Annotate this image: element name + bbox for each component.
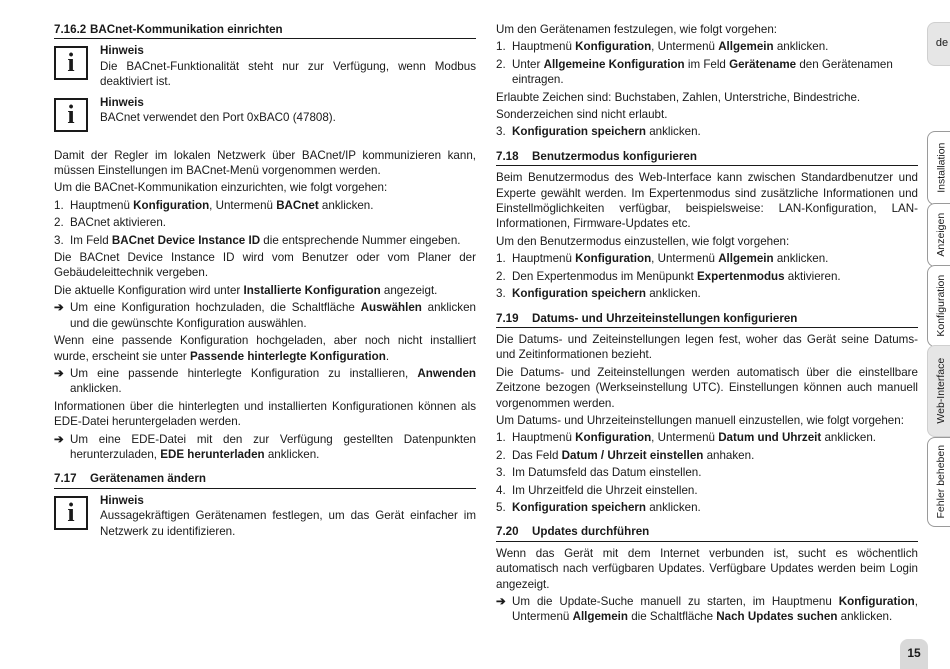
section-title: Benutzermodus konfigurieren xyxy=(532,149,697,163)
paragraph: Informationen über die hinterlegten und installierten Konfigurationen können als EDE-Datei heruntergeladen werden. xyxy=(54,399,476,429)
paragraph: Die Datums- und Zeiteinstellungen werden automatisch über die einstellbare Zeitzone bezogen (Werkseinstellung UTC). Einstellungen können auch manuell vorgenommen werden. xyxy=(496,365,918,410)
section-number: 7.17 xyxy=(54,472,77,486)
section-number: 7.16.2 xyxy=(54,23,87,36)
paragraph: Um Datums- und Uhrzeiteinstellungen manuell einzustellen, wie folgt vorgehen: xyxy=(496,413,904,427)
list-item: 3. Konfiguration speichern anklicken. xyxy=(496,287,701,301)
arrow-right-icon: ➔ xyxy=(54,301,64,315)
note-text: BACnet verwendet den Port 0xBAC0 (47808). xyxy=(100,111,336,125)
paragraph: Um den Gerätenamen festzulegen, wie folgt vorgehen: xyxy=(496,23,777,36)
list-item: 2. Den Expertenmodus im Menüpunkt Expertenmodus aktivieren. xyxy=(496,269,841,283)
list-item: 1. Hauptmenü Konfiguration, Untermenü Allgemein anklicken. xyxy=(496,40,829,54)
tab-konfiguration[interactable]: Konfiguration xyxy=(927,265,950,347)
section-number: 7.18 xyxy=(496,149,519,163)
note-text: Aussagekräftigen Gerätenamen festlegen, um das Gerät einfacher im Netzwerk zu identifizieren. xyxy=(100,509,476,538)
list-item: 3. Im Feld BACnet Device Instance ID die entsprechende Nummer eingeben. xyxy=(54,233,461,247)
paragraph: Um die BACnet-Kommunikation einzurichten, wie folgt vorgehen: xyxy=(54,181,388,195)
arrow-right-icon: ➔ xyxy=(496,595,506,608)
section-heading-7-16-2 xyxy=(54,22,476,39)
tab-language[interactable]: de xyxy=(927,22,950,66)
left-column xyxy=(54,22,476,544)
instruction-item: ➔ Um eine passende hinterlegte Konfiguration zu installieren, Anwenden anklicken. xyxy=(54,366,476,396)
note-box xyxy=(54,95,476,133)
info-icon: i xyxy=(54,496,88,530)
arrow-right-icon: ➔ xyxy=(54,366,64,380)
list-item: 3. Konfiguration speichern anklicken. xyxy=(496,125,701,139)
section-number: 7.19 xyxy=(496,311,519,325)
note-title: Hinweis xyxy=(100,44,144,58)
section-number: 7.20 xyxy=(496,525,519,539)
section-title: BACnet-Kommunikation einrichten xyxy=(90,23,283,36)
right-column xyxy=(496,22,918,627)
arrow-right-icon: ➔ xyxy=(54,432,64,446)
list-item: 1. Hauptmenü Konfiguration, Untermenü Datum und Uhrzeit anklicken. xyxy=(496,431,877,445)
tab-fehler-beheben[interactable]: Fehler beheben xyxy=(927,437,950,527)
list-item: 1. Hauptmenü Konfiguration, Untermenü BACnet anklicken. xyxy=(54,198,374,212)
instruction-item: ➔ Um eine EDE-Datei mit den zur Verfügung gestellten Datenpunkten herunterzuladen, EDE herunterladen anklicken. xyxy=(54,432,476,461)
info-icon: i xyxy=(54,46,88,80)
note-title: Hinweis xyxy=(100,95,144,109)
paragraph: Um den Benutzermodus einzustellen, wie folgt vorgehen: xyxy=(496,234,790,248)
list-item: 2. BACnet aktivieren. xyxy=(54,216,167,230)
menu-reference: BACnet xyxy=(276,198,319,212)
section-title: Updates durchführen xyxy=(532,525,650,539)
list-item: 4. Im Uhrzeitfeld die Uhrzeit einstellen. xyxy=(496,483,698,497)
paragraph: Die Datums- und Zeiteinstellungen legen fest, woher das Gerät seine Datums- und Zeitinformationen bezieht. xyxy=(496,332,918,362)
list-item: 2. Unter Allgemeine Konfiguration im Feld Gerätename den Gerätenamen eintragen. xyxy=(496,57,893,87)
menu-reference: Konfiguration xyxy=(133,198,210,212)
section-title: Gerätenamen ändern xyxy=(90,472,206,486)
step-number: 2. xyxy=(54,216,64,230)
section-heading-7-17 xyxy=(54,471,476,488)
section-heading-7-19 xyxy=(496,311,918,328)
note-box xyxy=(54,493,476,539)
list-item: 2. Das Feld Datum / Uhrzeit einstellen anhaken. xyxy=(496,448,755,462)
list-item: 3. Im Datumsfeld das Datum einstellen. xyxy=(496,466,702,480)
section-heading-7-18 xyxy=(496,149,918,166)
paragraph: Beim Benutzermodus des Web-Interface kann zwischen Standardbenutzer und Experte gewählt werden. Im Expertenmodus sind zusätzliche Informationen und Einstellmöglichkeiten verfügbar, beispielsweise: LAN-Konfiguration, LAN-Informationen, Firmware-Updates etc. xyxy=(496,171,918,231)
paragraph: Sonderzeichen sind nicht erlaubt. xyxy=(496,108,668,122)
paragraph: Damit der Regler im lokalen Netzwerk über BACnet/IP kommunizieren kann, müssen Einstellungen im BACnet-Menü vorgenommen werden. xyxy=(54,148,476,178)
paragraph: Die BACnet Device Instance ID wird vom Benutzer oder vom Planer der Gebäudeleittechnik vergeben. xyxy=(54,251,476,280)
note-title: Hinweis xyxy=(100,493,144,507)
page-number: 15 xyxy=(900,639,928,669)
paragraph: Erlaubte Zeichen sind: Buchstaben, Zahlen, Unterstriche, Bindestriche. xyxy=(496,90,861,104)
instruction-item: ➔ Um eine Konfiguration hochzuladen, die Schaltfläche Auswählen anklicken und die gewünschte Konfiguration auswählen. xyxy=(54,301,476,330)
step-number: 3. xyxy=(54,233,64,247)
tab-web-interface[interactable]: Web-Interface xyxy=(927,345,950,437)
info-icon: i xyxy=(54,98,88,132)
note-text: Die BACnet-Funktionalität steht nur zur Verfügung, wenn Modbus deaktiviert ist. xyxy=(100,59,476,89)
paragraph: Die aktuelle Konfiguration wird unter Installierte Konfiguration angezeigt. xyxy=(54,283,438,297)
tab-installation[interactable]: Installation xyxy=(927,131,950,205)
list-item: 5. Konfiguration speichern anklicken. xyxy=(496,500,701,514)
field-reference: BACnet Device Instance ID xyxy=(111,233,261,247)
section-heading-7-20 xyxy=(496,524,918,541)
step-number: 1. xyxy=(54,198,64,212)
section-title: Datums- und Uhrzeiteinstellungen konfigurieren xyxy=(532,311,798,325)
paragraph: Wenn das Gerät mit dem Internet verbunden ist, sucht es wöchentlich automatisch nach verfügbaren Updates. Verfügbare Updates werden beim Login angezeigt. xyxy=(496,546,918,591)
tab-anzeigen[interactable]: Anzeigen xyxy=(927,203,950,267)
note-box xyxy=(54,43,476,89)
paragraph: Wenn eine passende Konfiguration hochgeladen, aber noch nicht installiert wurde, erscheint sie unter Passende hinterlegte Konfiguration. xyxy=(54,334,476,363)
instruction-item: ➔ Um die Update-Suche manuell zu starten, im Hauptmenu Konfiguration, Untermenü Allgemein die Schaltfläche Nach Updates suchen anklicken. xyxy=(496,595,918,624)
list-item: 1. Hauptmenü Konfiguration, Untermenü Allgemein anklicken. xyxy=(496,252,829,266)
